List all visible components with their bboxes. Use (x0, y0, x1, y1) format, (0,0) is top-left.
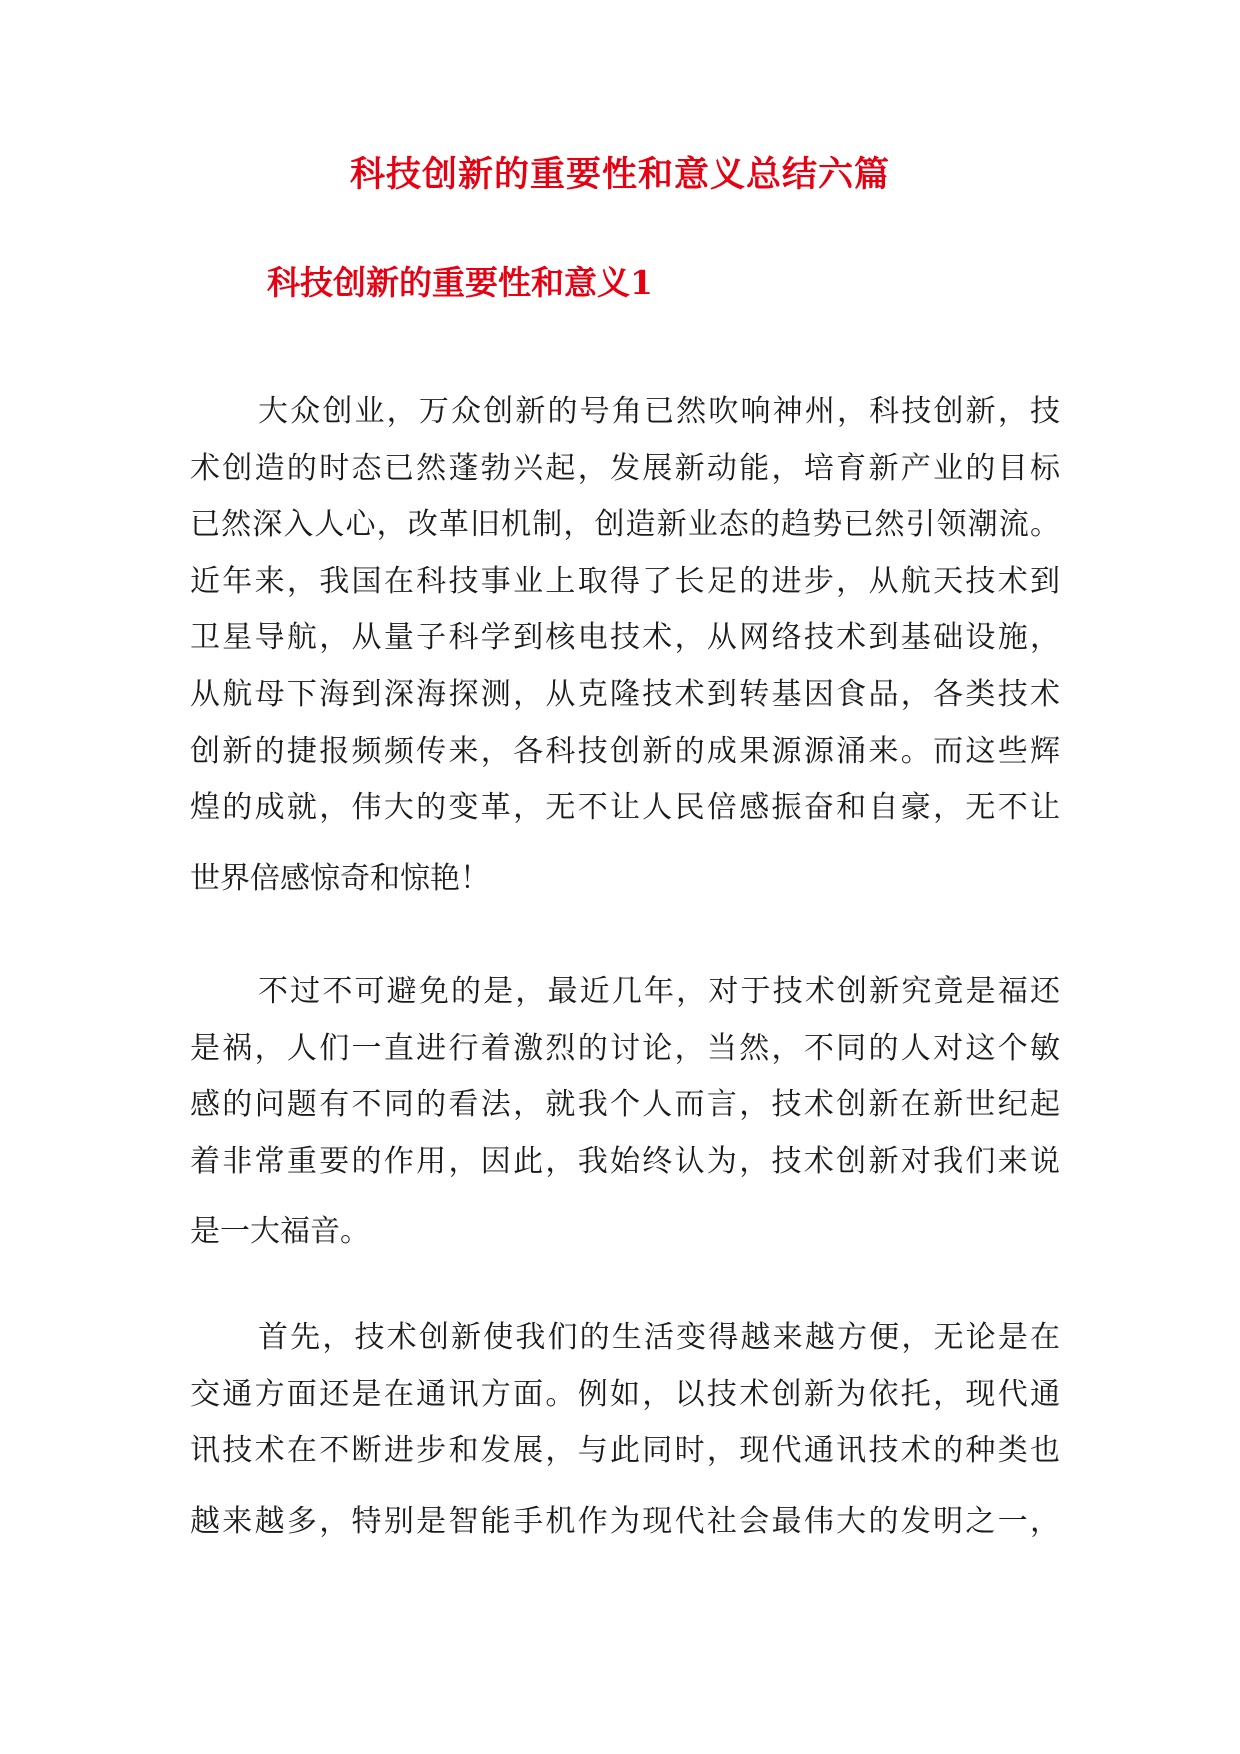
paragraph-line: 首先，技术创新使我们的生活变得越来越方便，无论是在 (258, 1320, 1060, 1355)
paragraph-line: 从航母下海到深海探测，从克隆技术到转基因食品，各类技术 (190, 676, 1060, 712)
paragraph-line: 交通方面还是在通讯方面。例如，以技术创新为依托，现代通 (190, 1376, 1060, 1412)
paragraph-line: 感的问题有不同的看法，就我个人而言，技术创新在新世纪起 (190, 1087, 1060, 1123)
paragraph-line: 已然深入人心，改革旧机制，创造新业态的趋势已然引领潮流。 (190, 507, 1060, 543)
paragraph-line: 大众创业，万众创新的号角已然吹响神州，科技创新，技 (258, 394, 1060, 429)
paragraph-line: 近年来，我国在科技事业上取得了长足的进步，从航天技术到 (190, 563, 1060, 599)
paragraph-line: 是一大福音。 (190, 1214, 370, 1250)
paragraph-line: 世界倍感惊奇和惊艳！ (190, 860, 490, 896)
paragraph-line: 不过不可避免的是，最近几年，对于技术创新究竟是福还 (258, 974, 1060, 1009)
paragraph-1 (190, 384, 1060, 907)
paragraph-line: 创新的捷报频频传来，各科技创新的成果源源涌来。而这些辉 (190, 733, 1060, 769)
paragraph-2 (190, 964, 1060, 1261)
section-title: 科技创新的重要性和意义1 (267, 263, 653, 302)
paragraph-line: 术创造的时态已然蓬勃兴起，发展新动能，培育新产业的目标 (190, 450, 1060, 486)
document-title: 科技创新的重要性和意义总结六篇 (349, 154, 890, 195)
paragraph-3 (190, 1310, 1060, 1550)
paragraph-line: 越来越多，特别是智能手机作为现代社会最伟大的发明之一， (190, 1503, 1060, 1539)
paragraph-line: 是祸，人们一直进行着激烈的讨论，当然，不同的人对这个敏 (190, 1030, 1060, 1066)
paragraph-line: 着非常重要的作用，因此，我始终认为，技术创新对我们来说 (190, 1143, 1060, 1179)
paragraph-line: 卫星导航，从量子科学到核电技术，从网络技术到基础设施， (190, 620, 1060, 656)
paragraph-line: 煌的成就，伟大的变革，无不让人民倍感振奋和自豪，无不让 (190, 790, 1060, 826)
paragraph-line: 讯技术在不断进步和发展，与此同时，现代通讯技术的种类也 (190, 1433, 1060, 1469)
